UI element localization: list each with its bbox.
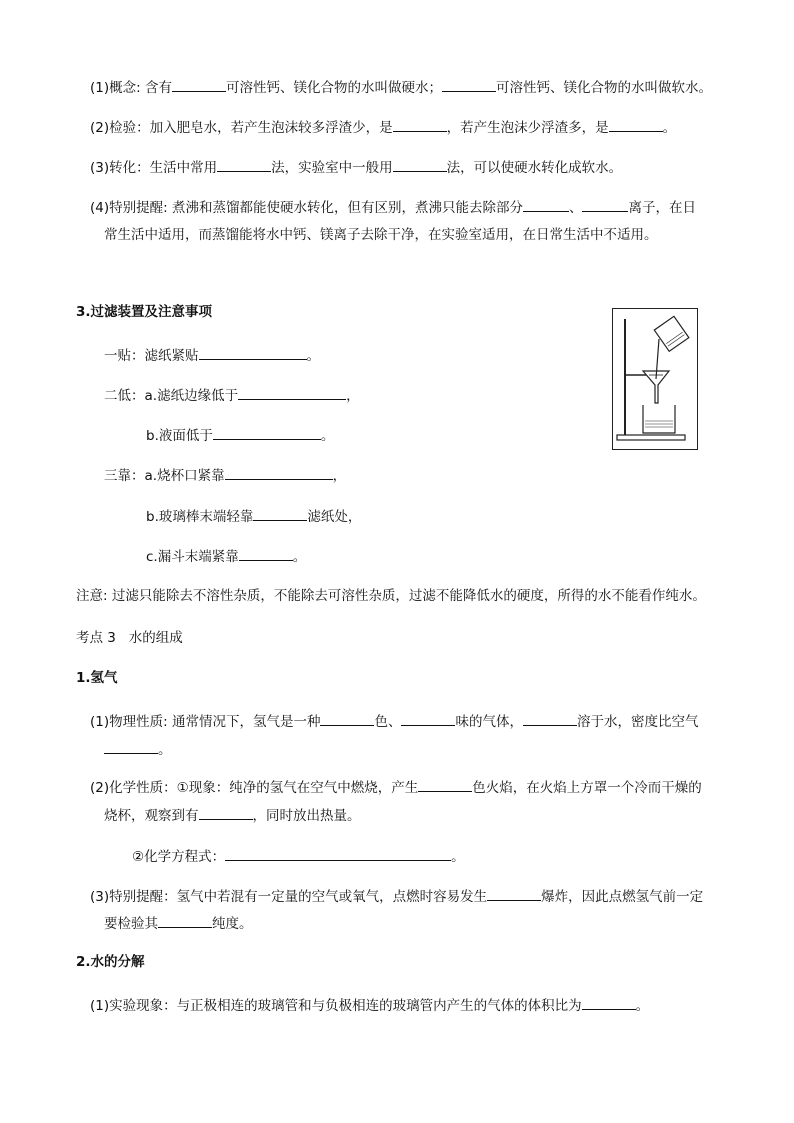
text: 。 — [158, 742, 172, 758]
text: 溶于水，密度比空气 — [576, 714, 699, 730]
section-title-hydrogen: 1.氢气 — [76, 670, 118, 686]
text: ， — [346, 388, 360, 404]
text: 。 — [306, 348, 320, 364]
filtration-apparatus-icon — [613, 309, 697, 449]
text: 。 — [451, 849, 465, 865]
concept-line — [90, 76, 712, 98]
text: c.漏斗末端紧靠 — [146, 549, 239, 565]
text: 色火焰，在火焰上方罩一个冷而干燥的 — [472, 780, 702, 796]
text: 。 — [662, 120, 677, 136]
text: 、 — [568, 200, 583, 216]
text: 三靠：a.烧杯口紧靠 — [104, 468, 225, 484]
equation-line — [132, 845, 465, 867]
text: 法，实验室中一般用 — [271, 160, 393, 176]
text: 一贴：滤纸紧贴 — [104, 348, 199, 364]
text: 烧杯，观察到有 — [104, 808, 199, 824]
section-title-filtration: 3.过滤装置及注意事项 — [76, 304, 213, 320]
physical-line-2 — [104, 738, 172, 760]
text: 可溶性钙、镁化合物的水叫做软水。 — [495, 80, 712, 96]
text: 纯度。 — [212, 916, 253, 932]
text: (4)特别提醒: 煮沸和蒸馏都能使硬水转化，但有区别，煮沸只能去除部分 — [90, 200, 523, 216]
text: (2)化学性质：①现象：纯净的氢气在空气中燃烧，产生 — [90, 780, 419, 796]
text: (2)检验：加入肥皂水，若产生泡沫较多浮渣少，是 — [90, 120, 393, 136]
two-low-b-line — [146, 424, 334, 446]
filtration-note: 注意: 过滤只能除去不溶性杂质，不能除去可溶性杂质，过滤不能降低水的硬度，所得的水不能看作纯水。 — [76, 588, 706, 604]
filtration-apparatus-figure — [612, 308, 698, 450]
text: 二低：a.滤纸边缘低于 — [104, 388, 239, 404]
text: ，若产生泡沫少浮渣多，是 — [446, 120, 609, 136]
blank-field[interactable] — [393, 116, 447, 132]
blank-field[interactable] — [225, 464, 333, 480]
blank-field[interactable] — [609, 116, 663, 132]
topic-label: 考点 3 — [76, 630, 116, 646]
text: b.玻璃棒末端轻靠 — [146, 509, 254, 525]
section-title-decomposition: 2.水的分解 — [76, 954, 145, 970]
text: (3)转化：生活中常用 — [90, 160, 218, 176]
blank-field[interactable] — [172, 76, 226, 92]
text: (3)特别提醒：氢气中若混有一定量的空气或氧气，点燃时容易发生 — [90, 889, 488, 905]
blank-field[interactable] — [104, 738, 158, 754]
three-lean-c-line — [146, 545, 306, 567]
topic-heading — [76, 628, 183, 648]
test-line — [90, 116, 676, 138]
text: 滤纸处， — [307, 509, 362, 525]
text: (1)概念: 含有 — [90, 80, 172, 96]
convert-line — [90, 156, 622, 178]
text: 色、 — [374, 714, 402, 730]
text: b.液面低于 — [146, 428, 213, 444]
blank-field[interactable] — [239, 545, 293, 561]
text: 。 — [292, 549, 307, 565]
one-stick-line — [104, 344, 320, 366]
text: 。 — [635, 998, 650, 1014]
blank-field[interactable] — [320, 710, 374, 726]
three-lean-a-line — [104, 464, 346, 486]
hydrogen-tip-line-2 — [104, 912, 253, 934]
blank-field[interactable] — [523, 710, 577, 726]
blank-field[interactable] — [199, 344, 307, 360]
observation-line — [90, 994, 649, 1016]
blank-field[interactable] — [418, 776, 472, 792]
blank-field[interactable] — [158, 912, 212, 928]
blank-field[interactable] — [253, 505, 307, 521]
blank-field[interactable] — [225, 845, 451, 861]
blank-field[interactable] — [582, 196, 628, 212]
three-lean-b-line — [146, 505, 361, 527]
tip-line-2: 常生活中适用，而蒸馏能将水中钙、镁离子去除干净，在实验室适用，在日常生活中不适用。 — [104, 227, 658, 243]
tip-line — [90, 196, 696, 218]
blank-field[interactable] — [401, 710, 455, 726]
text: (1)物理性质: 通常情况下，氢气是一种 — [90, 714, 321, 730]
text: 。 — [320, 428, 335, 444]
text: 爆炸，因此点燃氢气前一定 — [541, 889, 704, 905]
text: ， — [332, 468, 347, 484]
text: 法，可以使硬水转化成软水。 — [446, 160, 623, 176]
text: (1)实验现象：与正极相连的玻璃管和与负极相连的玻璃管内产生的气体的体积比为 — [90, 998, 582, 1014]
blank-field[interactable] — [217, 156, 271, 172]
blank-field[interactable] — [442, 76, 496, 92]
chemical-line — [90, 776, 702, 798]
blank-field[interactable] — [213, 424, 321, 440]
blank-field[interactable] — [487, 885, 541, 901]
blank-field[interactable] — [199, 804, 253, 820]
blank-field[interactable] — [238, 384, 346, 400]
chemical-line-2 — [104, 804, 361, 826]
text: 味的气体， — [455, 714, 523, 730]
text: 离子，在日 — [628, 200, 696, 216]
text: ②化学方程式： — [132, 849, 226, 865]
blank-field[interactable] — [582, 994, 636, 1010]
physical-line — [90, 710, 698, 732]
blank-field[interactable] — [393, 156, 447, 172]
two-low-a-line — [104, 384, 360, 406]
hydrogen-tip-line — [90, 885, 703, 907]
text: 可溶性钙、镁化合物的水叫做硬水； — [225, 80, 442, 96]
text: ，同时放出热量。 — [252, 808, 361, 824]
topic-title: 水的组成 — [128, 630, 183, 646]
text: 要检验其 — [104, 916, 158, 932]
blank-field[interactable] — [523, 196, 569, 212]
